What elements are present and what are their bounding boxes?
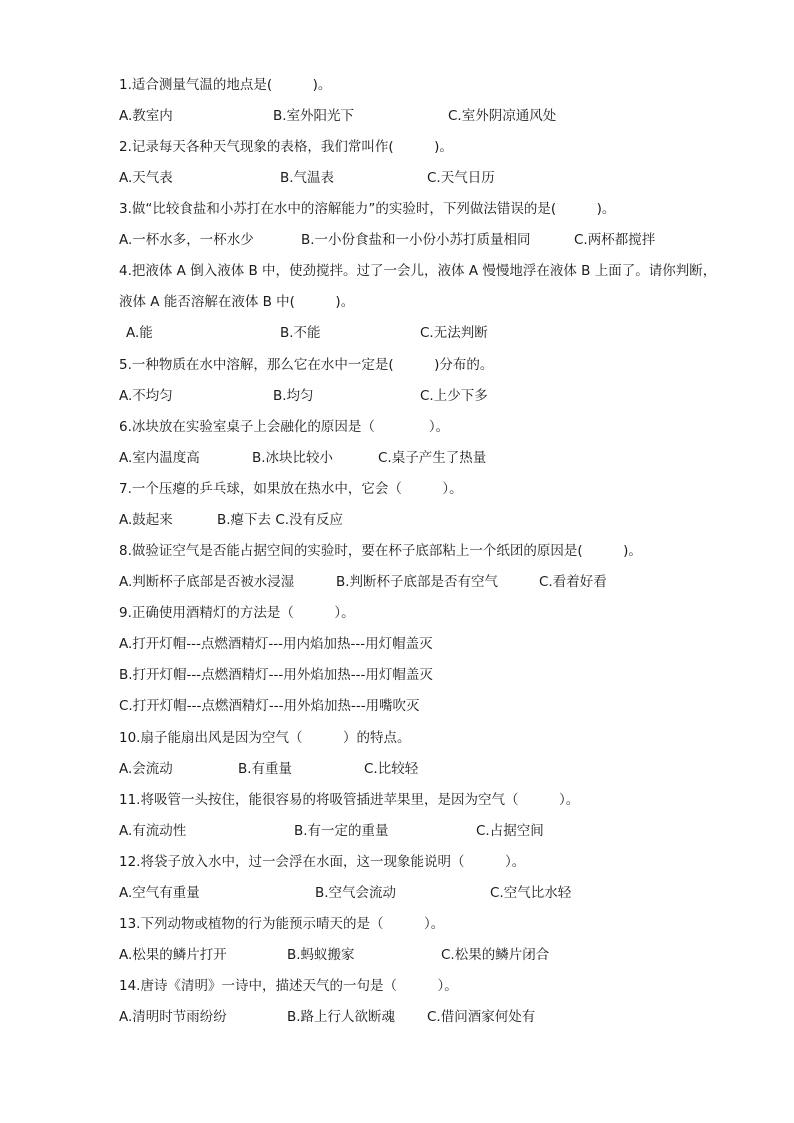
question-2-option-a: A.天气表 <box>119 170 173 186</box>
question-9-option-c: C.打开灯帽---点燃酒精灯---用外焰加热---用嘴吹灭 <box>119 698 420 714</box>
question-9-stem: 9.正确使用酒精灯的方法是（ ）。 <box>119 605 355 621</box>
question-9-option-a: A.打开灯帽---点燃酒精灯---用内焰加热---用灯帽盖灭 <box>119 636 433 652</box>
question-10-option-c: C.比较轻 <box>364 761 419 777</box>
question-11-stem: 11.将吸管一头按住，能很容易的将吸管插进苹果里，是因为空气（ ）。 <box>119 792 580 808</box>
question-13-option-a: A.松果的鳞片打开 <box>119 947 227 963</box>
question-13-option-b: B.蚂蚁搬家 <box>287 947 355 963</box>
question-14-option-b: B.路上行人欲断魂 <box>287 1009 396 1025</box>
question-3-stem: 3.做“比较食盐和小苏打在水中的溶解能力”的实验时，下列做法错误的是( )。 <box>119 201 616 217</box>
question-12-option-b: B.空气会流动 <box>315 885 397 901</box>
question-10-option-a: A.会流动 <box>119 761 173 777</box>
question-2-stem: 2.记录每天各种天气现象的表格，我们常叫作( )。 <box>119 139 453 155</box>
question-1-option-c: C.室外阴凉通风处 <box>448 108 557 124</box>
question-1-option-a: A.教室内 <box>119 108 173 124</box>
question-9-option-b: B.打开灯帽---点燃酒精灯---用外焰加热---用灯帽盖灭 <box>119 667 433 683</box>
question-11-option-a: A.有流动性 <box>119 823 187 839</box>
question-8-option-a: A.判断杯子底部是否被水浸湿 <box>119 574 295 590</box>
question-5-stem: 5.一种物质在水中溶解，那么它在水中一定是( )分布的。 <box>119 357 494 373</box>
question-3-option-b: B.一小份食盐和一小份小苏打质量相同 <box>301 232 531 248</box>
question-13-stem: 13.下列动物或植物的行为能预示晴天的是（ ）。 <box>119 916 445 932</box>
question-8-stem: 8.做验证空气是否能占据空间的实验时，要在杯子底部粘上一个纸团的原因是( )。 <box>119 543 642 559</box>
question-4-stem-line-1: 4.把液体 A 倒入液体 B 中，使劲搅拌。过了一会儿，液体 A 慢慢地浮在液体 B 上面了。请你判断， <box>119 263 717 279</box>
question-4-option-b: B.不能 <box>280 325 321 341</box>
question-1-stem: 1.适合测量气温的地点是( )。 <box>119 77 332 93</box>
question-4-option-a: A.能 <box>126 325 153 341</box>
question-6-option-a: A.室内温度高 <box>119 450 200 466</box>
question-14-stem: 14.唐诗《清明》一诗中，描述天气的一句是（ ）。 <box>119 978 458 994</box>
question-4-stem-line-2: 液体 A 能否溶解在液体 B 中( )。 <box>119 294 355 310</box>
question-1-option-b: B.室外阳光下 <box>273 108 355 124</box>
question-10-stem: 10.扇子能扇出风是因为空气（ ）的特点。 <box>119 730 411 746</box>
question-11-option-b: B.有一定的重量 <box>294 823 389 839</box>
question-12-stem: 12.将袋子放入水中，过一会浮在水面，这一现象能说明（ ）。 <box>119 854 526 870</box>
question-7-option-a: A.鼓起来 <box>119 512 173 528</box>
question-7-option-b: B.瘪下去 C.没有反应 <box>217 512 344 528</box>
question-3-option-c: C.两杯都搅拌 <box>574 232 656 248</box>
question-12-option-a: A.空气有重量 <box>119 885 200 901</box>
question-2-option-c: C.天气日历 <box>427 170 495 186</box>
question-8-option-c: C.看着好看 <box>539 574 607 590</box>
question-14-option-c: C.借问酒家何处有 <box>427 1009 536 1025</box>
question-3-option-a: A.一杯水多，一杯水少 <box>119 232 254 248</box>
question-6-stem: 6.冰块放在实验室桌子上会融化的原因是（ ）。 <box>119 419 450 435</box>
question-6-option-b: B.冰块比较小 <box>252 450 334 466</box>
question-7-stem: 7.一个压瘪的乒乓球，如果放在热水中，它会（ ）。 <box>119 481 463 497</box>
question-8-option-b: B.判断杯子底部是否有空气 <box>336 574 499 590</box>
question-11-option-c: C.占据空间 <box>476 823 544 839</box>
question-5-option-a: A.不均匀 <box>119 388 173 404</box>
question-13-option-c: C.松果的鳞片闭合 <box>441 947 550 963</box>
question-6-option-c: C.桌子产生了热量 <box>378 450 487 466</box>
question-14-option-a: A.清明时节雨纷纷 <box>119 1009 227 1025</box>
question-10-option-b: B.有重量 <box>238 761 293 777</box>
question-5-option-c: C.上少下多 <box>420 388 488 404</box>
question-5-option-b: B.均匀 <box>273 388 314 404</box>
question-4-option-c: C.无法判断 <box>420 325 488 341</box>
question-12-option-c: C.空气比水轻 <box>490 885 572 901</box>
question-2-option-b: B.气温表 <box>280 170 335 186</box>
